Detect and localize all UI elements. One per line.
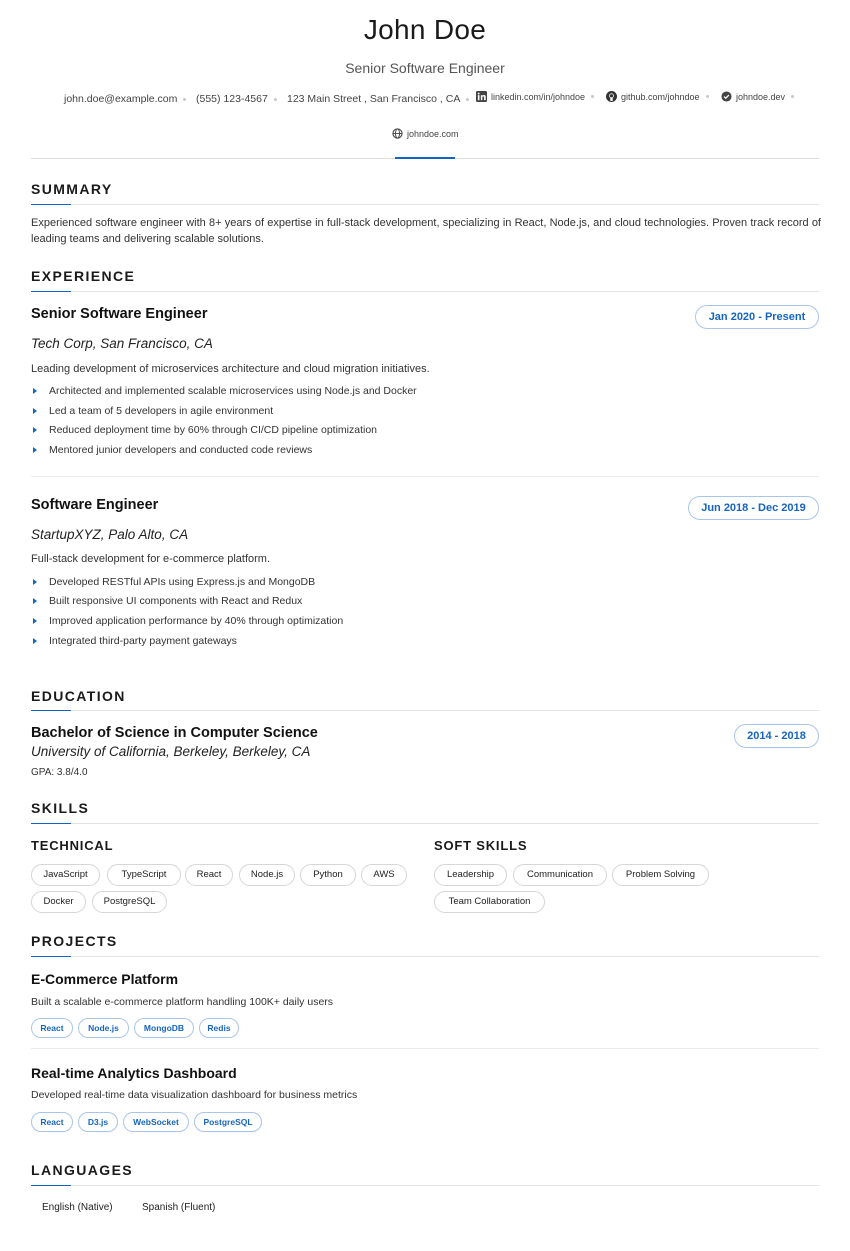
project-description: Developed real-time data visualization dashboard for business metrics <box>31 1089 358 1101</box>
job-bullet: Reduced deployment time by 60% through CI/CD pipeline optimization <box>31 424 377 436</box>
job-description: Leading development of microservices architecture and cloud migration initiatives. <box>31 363 430 375</box>
project-tag: PostgreSQL <box>194 1112 262 1132</box>
skill-pill: Communication <box>513 864 607 886</box>
project-divider <box>31 1048 819 1049</box>
section-title-education: EDUCATION <box>31 688 126 704</box>
project-tag: MongoDB <box>134 1018 194 1038</box>
project-name: E-Commerce Platform <box>31 971 179 987</box>
job-bullet: Improved application performance by 40% through optimization <box>31 615 343 627</box>
skill-pill: Python <box>300 864 356 886</box>
bullet-arrow-icon <box>33 579 37 585</box>
section-line <box>31 710 819 711</box>
contact-phone[interactable]: (555) 123-4567 <box>196 93 277 105</box>
section-underline <box>31 710 71 711</box>
project-tag: Redis <box>199 1018 239 1038</box>
job-title: Software Engineer <box>31 497 159 513</box>
skill-pill: Problem Solving <box>612 864 709 886</box>
bullet-arrow-icon <box>33 618 37 624</box>
bullet-arrow-icon <box>33 388 37 394</box>
section-line <box>31 1185 819 1186</box>
skills-soft-heading: SOFT SKILLS <box>434 838 528 853</box>
section-title-summary: SUMMARY <box>31 181 113 197</box>
language-item: English (Native) <box>42 1202 113 1213</box>
header-accent <box>395 157 455 159</box>
skill-pill: Node.js <box>239 864 295 886</box>
section-underline <box>31 204 71 205</box>
section-title-experience: EXPERIENCE <box>31 268 136 284</box>
section-underline <box>31 956 71 957</box>
section-underline <box>31 823 71 824</box>
bullet-arrow-icon <box>33 598 37 604</box>
section-title-languages: LANGUAGES <box>31 1162 134 1178</box>
job-bullet: Developed RESTful APIs using Express.js and MongoDB <box>31 576 315 588</box>
section-line <box>31 823 819 824</box>
job-dates-badge: Jun 2018 - Dec 2019 <box>688 496 819 520</box>
project-tag: Node.js <box>78 1018 129 1038</box>
section-underline <box>31 1185 71 1186</box>
job-bullet: Integrated third-party payment gateways <box>31 635 237 647</box>
skills-technical-heading: TECHNICAL <box>31 838 114 853</box>
verified-icon <box>721 91 732 102</box>
skill-pill: AWS <box>361 864 407 886</box>
globe-icon <box>392 128 403 139</box>
job-title: Senior Software Engineer <box>31 306 208 322</box>
section-line <box>31 291 819 292</box>
education-dates-badge: 2014 - 2018 <box>734 724 819 748</box>
skill-pill: PostgreSQL <box>92 891 167 913</box>
github-icon <box>606 91 617 102</box>
job-dates-badge: Jan 2020 - Present <box>695 305 819 329</box>
job-company: Tech Corp, San Francisco, CA <box>31 336 213 351</box>
job-bullet: Mentored junior developers and conducted code reviews <box>31 444 312 456</box>
job-bullet: Architected and implemented scalable microservices using Node.js and Docker <box>31 385 417 397</box>
job-description: Full-stack development for e-commerce platform. <box>31 553 271 565</box>
contact-github[interactable]: github.com/johndoe <box>606 91 709 102</box>
section-underline <box>31 291 71 292</box>
skill-pill: Leadership <box>434 864 507 886</box>
education-degree: Bachelor of Science in Computer Science <box>31 725 318 741</box>
candidate-title: Senior Software Engineer <box>345 60 505 76</box>
contact-address: 123 Main Street , San Francisco , CA <box>287 93 469 105</box>
education-school: University of California, Berkeley, Berkeley, CA <box>31 744 311 759</box>
language-item: Spanish (Fluent) <box>142 1202 216 1213</box>
contact-portfolio[interactable]: johndoe.dev <box>721 91 794 102</box>
contact-linkedin[interactable]: linkedin.com/in/johndoe <box>476 91 594 102</box>
skill-pill: Team Collaboration <box>434 891 545 913</box>
summary-text: Experienced software engineer with 8+ years of expertise in full-stack development, specializing in React, Node.js, and cloud technologies. Proven track record of leading teams and delivering scalable solutions. <box>31 217 821 245</box>
job-divider <box>31 476 819 477</box>
project-tag: D3.js <box>78 1112 118 1132</box>
section-line <box>31 956 819 957</box>
bullet-arrow-icon <box>33 408 37 414</box>
section-title-projects: PROJECTS <box>31 933 118 949</box>
project-tag: React <box>31 1018 73 1038</box>
skill-pill: Docker <box>31 891 86 913</box>
bullet-arrow-icon <box>33 447 37 453</box>
contact-email[interactable]: john.doe@example.com <box>64 93 186 105</box>
skill-pill: JavaScript <box>31 864 100 886</box>
bullet-arrow-icon <box>33 427 37 433</box>
project-tag: React <box>31 1112 73 1132</box>
job-bullet: Led a team of 5 developers in agile environment <box>31 405 273 417</box>
bullet-arrow-icon <box>33 638 37 644</box>
education-gpa: GPA: 3.8/4.0 <box>31 767 88 778</box>
contact-website[interactable]: johndoe.com <box>392 128 459 139</box>
project-description: Built a scalable e-commerce platform handling 100K+ daily users <box>31 996 334 1008</box>
project-tag: WebSocket <box>123 1112 189 1132</box>
project-name: Real-time Analytics Dashboard <box>31 1065 237 1081</box>
section-line <box>31 204 819 205</box>
job-company: StartupXYZ, Palo Alto, CA <box>31 527 189 542</box>
section-title-skills: SKILLS <box>31 800 90 816</box>
skill-pill: React <box>185 864 233 886</box>
skill-pill: TypeScript <box>107 864 181 886</box>
candidate-name: John Doe <box>363 14 487 45</box>
linkedin-icon <box>476 91 487 102</box>
job-bullet: Built responsive UI components with React and Redux <box>31 595 302 607</box>
